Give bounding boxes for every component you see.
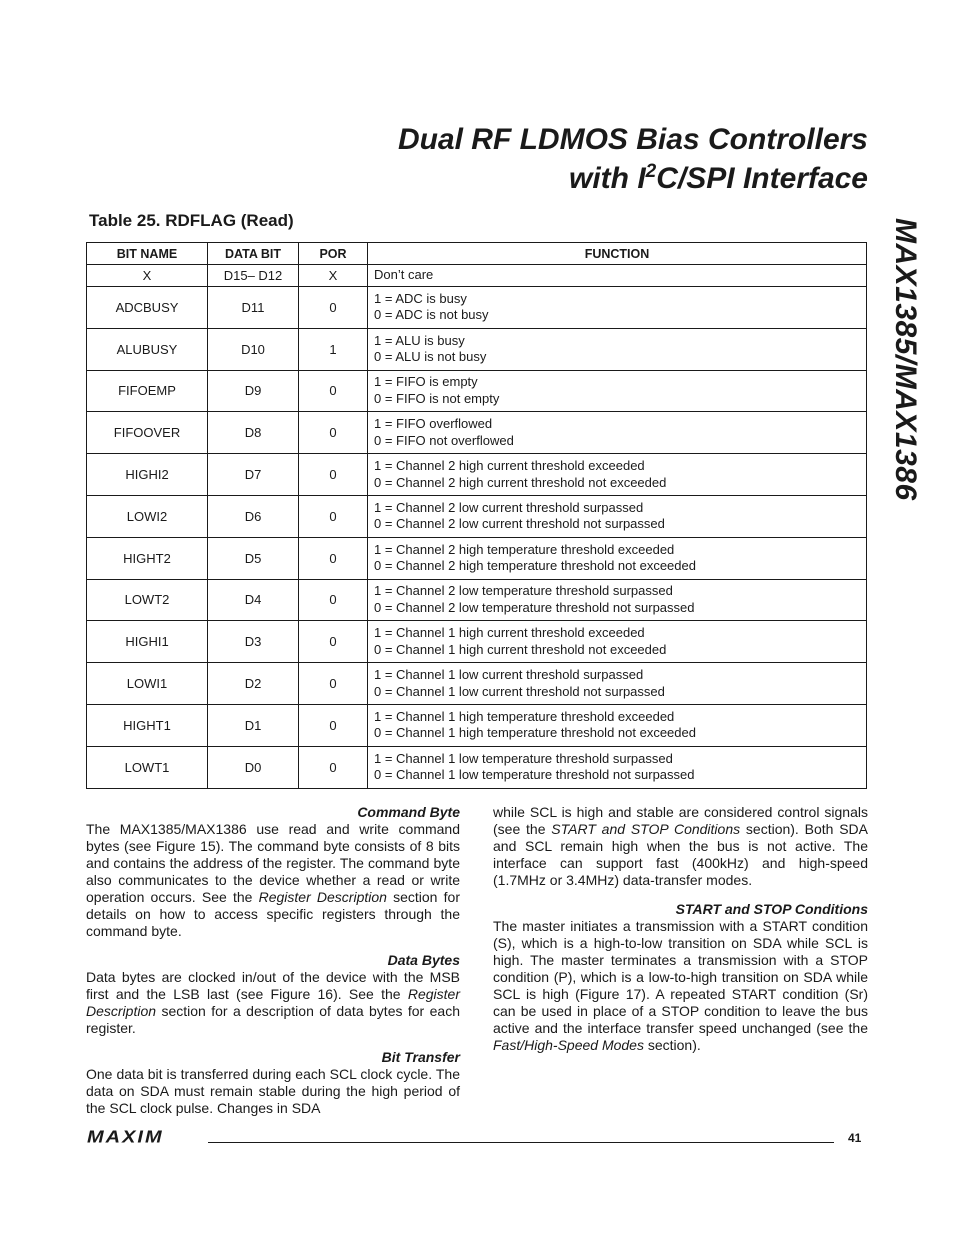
function-line: 1 = FIFO is empty: [374, 374, 478, 390]
cell-bit-name: LOWT2: [87, 579, 208, 621]
register-table: [86, 242, 867, 789]
function-line: 1 = Channel 2 high temperature threshold exceeded: [374, 541, 675, 557]
cell-function: [368, 370, 867, 412]
cell-function: [368, 412, 867, 454]
function-line: 1 = Channel 1 low temperature threshold surpassed: [374, 750, 673, 766]
header-data-bit: DATA BIT: [208, 243, 299, 265]
text-run: section for details on how to access specific registers through the command byte.: [86, 889, 460, 939]
cell-por: 0: [299, 287, 368, 329]
text-run: section).: [643, 1037, 701, 1053]
cell-bit-name: ADCBUSY: [87, 287, 208, 329]
title-line-2-suffix: C/SPI Interface: [656, 162, 868, 195]
cell-function: [368, 746, 867, 788]
paragraph-data-bytes: [86, 969, 460, 1037]
cell-bit-name: FIFOEMP: [87, 370, 208, 412]
function-line: 0 = Channel 1 low current threshold not surpassed: [374, 683, 665, 699]
cell-data-bit: D10: [208, 328, 299, 370]
table-row: [87, 412, 867, 454]
paragraph-command-byte: [86, 821, 460, 940]
cell-data-bit: D1: [208, 704, 299, 746]
cell-data-bit: D8: [208, 412, 299, 454]
table-row: [87, 495, 867, 537]
function-line: 1 = Channel 1 high temperature threshold exceeded: [374, 708, 675, 724]
cell-data-bit: D0: [208, 746, 299, 788]
cell-por: 0: [299, 537, 368, 579]
heading-command-byte: Command Byte: [357, 804, 460, 820]
cell-data-bit: D11: [208, 287, 299, 329]
cell-data-bit: D15– D12: [208, 265, 299, 287]
side-part-number: MAX1385/MAX1386: [889, 218, 922, 501]
cell-por: 0: [299, 412, 368, 454]
text-run: section for a description of data bytes for each register.: [86, 1003, 460, 1036]
text-run: The master initiates a transmission with a START condition (S), which is a high-to-low transition on SDA while SCL is high. The master terminates a transmission with a STOP condition (P), which is a low-to-high transition on SDA while SCL is high (Figure 17). A repeated START condition (Sr) can be used in place of a STOP condition to leave the bus active and the interface transfer speed unchanged (see the: [493, 918, 868, 1036]
title-line-1: Dual RF LDMOS Bias Controllers: [397, 123, 868, 156]
cell-function: [368, 621, 867, 663]
cell-por: 0: [299, 495, 368, 537]
table-row: [87, 579, 867, 621]
left-text-column: [86, 804, 460, 1117]
text-run: Data bytes are clocked in/out of the device with the MSB first and the LSB last (see Figure 16). See the: [86, 969, 460, 1002]
cell-por: 0: [299, 704, 368, 746]
cell-function: [368, 537, 867, 579]
table-row: [87, 746, 867, 788]
function-line: 0 = Channel 2 low temperature threshold not surpassed: [374, 599, 695, 615]
cell-bit-name: HIGHI1: [87, 621, 208, 663]
function-line: 0 = Channel 2 low current threshold not surpassed: [374, 516, 665, 532]
function-line: 0 = Channel 2 high temperature threshold not exceeded: [374, 558, 696, 574]
function-line: 1 = FIFO overflowed: [374, 416, 493, 432]
function-line: 0 = Channel 1 low temperature threshold not surpassed: [374, 767, 695, 783]
cell-function: [368, 265, 867, 287]
cell-data-bit: D5: [208, 537, 299, 579]
function-line: 1 = Channel 1 low current threshold surpassed: [374, 667, 644, 683]
table-row: [87, 265, 867, 287]
title-line-2-prefix: with I: [569, 162, 646, 195]
table-row: [87, 704, 867, 746]
cell-bit-name: LOWT1: [87, 746, 208, 788]
text-run: The MAX1385/MAX1386 use read and write command bytes (see Figure 15). The command byte consists of 8 bits and contains the address of the register. The command byte also communicates to the device whether a read or write operation occurs. See the: [86, 821, 460, 905]
title-line-2: [398, 156, 868, 195]
cell-data-bit: D6: [208, 495, 299, 537]
maxim-logo-mark: [87, 1128, 199, 1146]
table-row: [87, 621, 867, 663]
cell-data-bit: D2: [208, 663, 299, 705]
function-line: 1 = ALU is busy: [374, 332, 465, 348]
header-function: FUNCTION: [368, 243, 867, 265]
title-superscript: 2: [645, 161, 657, 182]
italic-reference: Register Description: [258, 889, 387, 905]
page-number: 41: [848, 1131, 862, 1145]
function-line: 1 = Channel 1 high current threshold exceeded: [374, 625, 645, 641]
function-line: 0 = Channel 1 high temperature threshold not exceeded: [374, 725, 696, 741]
paragraph-start-stop: [493, 918, 868, 1054]
function-line: 0 = FIFO is not empty: [374, 390, 500, 406]
cell-function: [368, 287, 867, 329]
italic-reference: START and STOP Conditions: [551, 821, 741, 837]
right-text-column: [493, 804, 868, 1054]
heading-start-stop: START and STOP Conditions: [675, 901, 868, 917]
cell-por: 0: [299, 621, 368, 663]
italic-reference: Fast/High-Speed Modes: [493, 1037, 644, 1053]
text-run: while SCL is high and stable are considered control signals (see the: [493, 804, 868, 837]
paragraph-bit-transfer-continued: [493, 804, 868, 889]
cell-por: 0: [299, 370, 368, 412]
table-title: Table 25. RDFLAG (Read): [89, 211, 294, 230]
function-line: 0 = Channel 2 high current threshold not exceeded: [374, 474, 667, 490]
cell-por: 1: [299, 328, 368, 370]
function-line: 1 = Channel 2 low current threshold surpassed: [374, 499, 644, 515]
paragraph-bit-transfer: [86, 1066, 460, 1117]
table-row: [87, 454, 867, 496]
text-run: section). Both SDA and SCL remain high when the bus is not active. The interface can support fast (400kHz) and high-speed (1.7MHz or 3.4MHz) data-transfer modes.: [493, 821, 868, 888]
cell-data-bit: D9: [208, 370, 299, 412]
cell-function: [368, 454, 867, 496]
heading-bit-transfer: Bit Transfer: [381, 1049, 460, 1065]
table-row: [87, 663, 867, 705]
cell-function: [368, 663, 867, 705]
cell-function: [368, 704, 867, 746]
cell-data-bit: D3: [208, 621, 299, 663]
cell-bit-name: LOWI1: [87, 663, 208, 705]
cell-bit-name: ALUBUSY: [87, 328, 208, 370]
function-line: 0 = ADC is not busy: [374, 307, 489, 323]
cell-por: X: [299, 265, 368, 287]
table-row: [87, 328, 867, 370]
cell-por: 0: [299, 454, 368, 496]
table-header-row: [87, 243, 867, 265]
table-row: [87, 370, 867, 412]
cell-data-bit: D4: [208, 579, 299, 621]
cell-bit-name: HIGHT1: [87, 704, 208, 746]
cell-bit-name: X: [87, 265, 208, 287]
cell-bit-name: HIGHI2: [87, 454, 208, 496]
function-line: 0 = FIFO not overflowed: [374, 432, 514, 448]
text-run: One data bit is transferred during each SCL clock cycle. The data on SDA must remain stable during the high period of the SCL clock pulse. Changes in SDA: [86, 1066, 460, 1116]
header-por: POR: [299, 243, 368, 265]
cell-function: [368, 328, 867, 370]
cell-por: 0: [299, 579, 368, 621]
function-line: 0 = ALU is not busy: [374, 349, 487, 365]
function-line: 1 = Channel 2 low temperature threshold surpassed: [374, 583, 673, 599]
heading-data-bytes: Data Bytes: [387, 952, 460, 968]
cell-bit-name: LOWI2: [87, 495, 208, 537]
function-line: 1 = ADC is busy: [374, 290, 467, 306]
header-bit-name: BIT NAME: [87, 243, 208, 265]
svg-text:MAXIM: MAXIM: [87, 1128, 164, 1146]
function-line: 1 = Channel 2 high current threshold exceeded: [374, 458, 645, 474]
cell-function: [368, 579, 867, 621]
table-row: [87, 287, 867, 329]
table-row: [87, 537, 867, 579]
cell-por: 0: [299, 746, 368, 788]
italic-reference: Register Description: [86, 986, 460, 1019]
footer-rule: [208, 1142, 834, 1143]
cell-bit-name: HIGHT2: [87, 537, 208, 579]
maxim-logo: [87, 1128, 199, 1151]
document-title: [398, 124, 868, 195]
cell-por: 0: [299, 663, 368, 705]
cell-bit-name: FIFOOVER: [87, 412, 208, 454]
function-line: 0 = Channel 1 high current threshold not exceeded: [374, 641, 667, 657]
cell-data-bit: D7: [208, 454, 299, 496]
cell-function: [368, 495, 867, 537]
function-line: Don’t care: [374, 267, 434, 283]
